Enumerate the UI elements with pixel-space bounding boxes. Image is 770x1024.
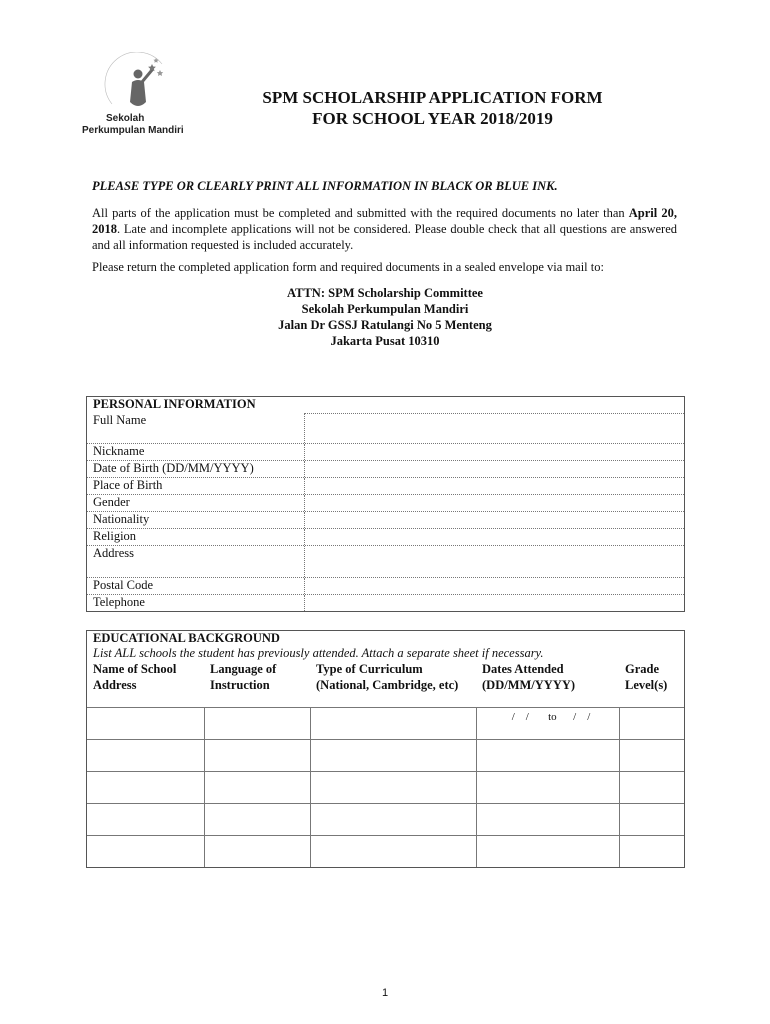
date-of-birth-field[interactable] (305, 461, 684, 477)
language-cell[interactable] (204, 804, 310, 835)
curriculum-cell[interactable] (310, 740, 476, 771)
personal-information-table (86, 396, 685, 612)
section-note: List ALL schools the student has previously attended. Attach a separate sheet if necessary. (93, 646, 544, 660)
table-row (87, 511, 684, 528)
column-header: Name of School Address (93, 662, 177, 692)
school-name-cell[interactable] (87, 804, 204, 835)
table-row (87, 413, 684, 443)
table-row (87, 771, 684, 803)
school-name-cell[interactable] (87, 772, 204, 803)
address-line: Jalan Dr GSSJ Ratulangi No 5 Menteng (278, 318, 492, 332)
field-label: Religion (87, 529, 305, 545)
column-header: Dates Attended (DD/MM/YYYY) (482, 662, 576, 692)
dates-cell[interactable] (476, 836, 619, 867)
logo-name-line2: Perkumpulan Mandiri (82, 125, 184, 136)
place-of-birth-field[interactable] (305, 478, 684, 494)
field-label: Date of Birth (DD/MM/YYYY) (87, 461, 305, 477)
table-row (87, 594, 684, 611)
field-label: Nickname (87, 444, 305, 460)
table-row (87, 494, 684, 511)
nickname-field[interactable] (305, 444, 684, 460)
school-name-cell[interactable] (87, 836, 204, 867)
field-label: Address (87, 546, 305, 577)
para-text: All parts of the application must be completed and submitted with the required documents no later than (92, 206, 629, 220)
dates-cell[interactable]: / / to / / (476, 708, 619, 739)
full-name-field[interactable] (305, 413, 684, 443)
language-cell[interactable] (204, 772, 310, 803)
field-label: Telephone (87, 595, 305, 611)
table-row (87, 477, 684, 494)
table-row (87, 528, 684, 545)
column-headers (87, 661, 684, 707)
dates-cell[interactable] (476, 804, 619, 835)
column-header: Language of Instruction (210, 662, 277, 692)
section-heading: EDUCATIONAL BACKGROUND (93, 631, 280, 645)
field-label: Nationality (87, 512, 305, 528)
language-cell[interactable] (204, 740, 310, 771)
curriculum-cell[interactable] (310, 708, 476, 739)
table-row (87, 577, 684, 594)
section-heading: PERSONAL INFORMATION (93, 397, 256, 411)
table-row (87, 835, 684, 867)
table-row (87, 443, 684, 460)
form-subtitle: FOR SCHOOL YEAR 2018/2019 (312, 109, 553, 128)
field-label: Postal Code (87, 578, 305, 594)
para-text: . Late and incomplete applications will not be considered. Please double check that all questions are answered and all information requested is included accurately. (92, 222, 677, 252)
column-header: Type of Curriculum (National, Cambridge, etc) (316, 662, 459, 692)
school-name-cell[interactable] (87, 740, 204, 771)
religion-field[interactable] (305, 529, 684, 545)
dates-cell[interactable] (476, 772, 619, 803)
page-number: 1 (381, 987, 389, 999)
telephone-field[interactable] (305, 595, 684, 611)
table-row (87, 545, 684, 577)
table-row (87, 803, 684, 835)
grade-cell[interactable] (619, 836, 684, 867)
address-field[interactable] (305, 546, 684, 577)
grade-cell[interactable] (619, 740, 684, 771)
curriculum-cell[interactable] (310, 772, 476, 803)
school-name-cell[interactable] (87, 708, 204, 739)
table-row (87, 739, 684, 771)
field-label: Place of Birth (87, 478, 305, 494)
nationality-field[interactable] (305, 512, 684, 528)
address-line: ATTN: SPM Scholarship Committee (287, 286, 483, 300)
form-title: SPM SCHOLARSHIP APPLICATION FORM (262, 88, 603, 107)
instruction-paragraph (92, 205, 677, 253)
table-row (87, 460, 684, 477)
educational-background-table (86, 630, 685, 868)
deadline-date: April 20, 2018 (92, 206, 677, 236)
field-label: Full Name (87, 413, 305, 443)
logo-name-line1: Sekolah (106, 113, 145, 124)
instruction-heading: PLEASE TYPE OR CLEARLY PRINT ALL INFORMATION IN BLACK OR BLUE INK. (92, 179, 558, 193)
return-instruction: Please return the completed application form and required documents in a sealed envelope via mail to: (92, 260, 604, 274)
grade-cell[interactable] (619, 708, 684, 739)
address-line: Jakarta Pusat 10310 (330, 334, 440, 348)
table-row (87, 707, 684, 739)
field-label: Gender (87, 495, 305, 511)
gender-field[interactable] (305, 495, 684, 511)
personal-heading-row (87, 397, 684, 413)
address-line: Sekolah Perkumpulan Mandiri (301, 302, 469, 316)
dates-cell[interactable] (476, 740, 619, 771)
curriculum-cell[interactable] (310, 836, 476, 867)
postal-code-field[interactable] (305, 578, 684, 594)
language-cell[interactable] (204, 708, 310, 739)
grade-cell[interactable] (619, 772, 684, 803)
curriculum-cell[interactable] (310, 804, 476, 835)
column-header: Grade Level(s) (625, 662, 668, 692)
grade-cell[interactable] (619, 804, 684, 835)
education-heading-block (87, 631, 684, 661)
language-cell[interactable] (204, 836, 310, 867)
